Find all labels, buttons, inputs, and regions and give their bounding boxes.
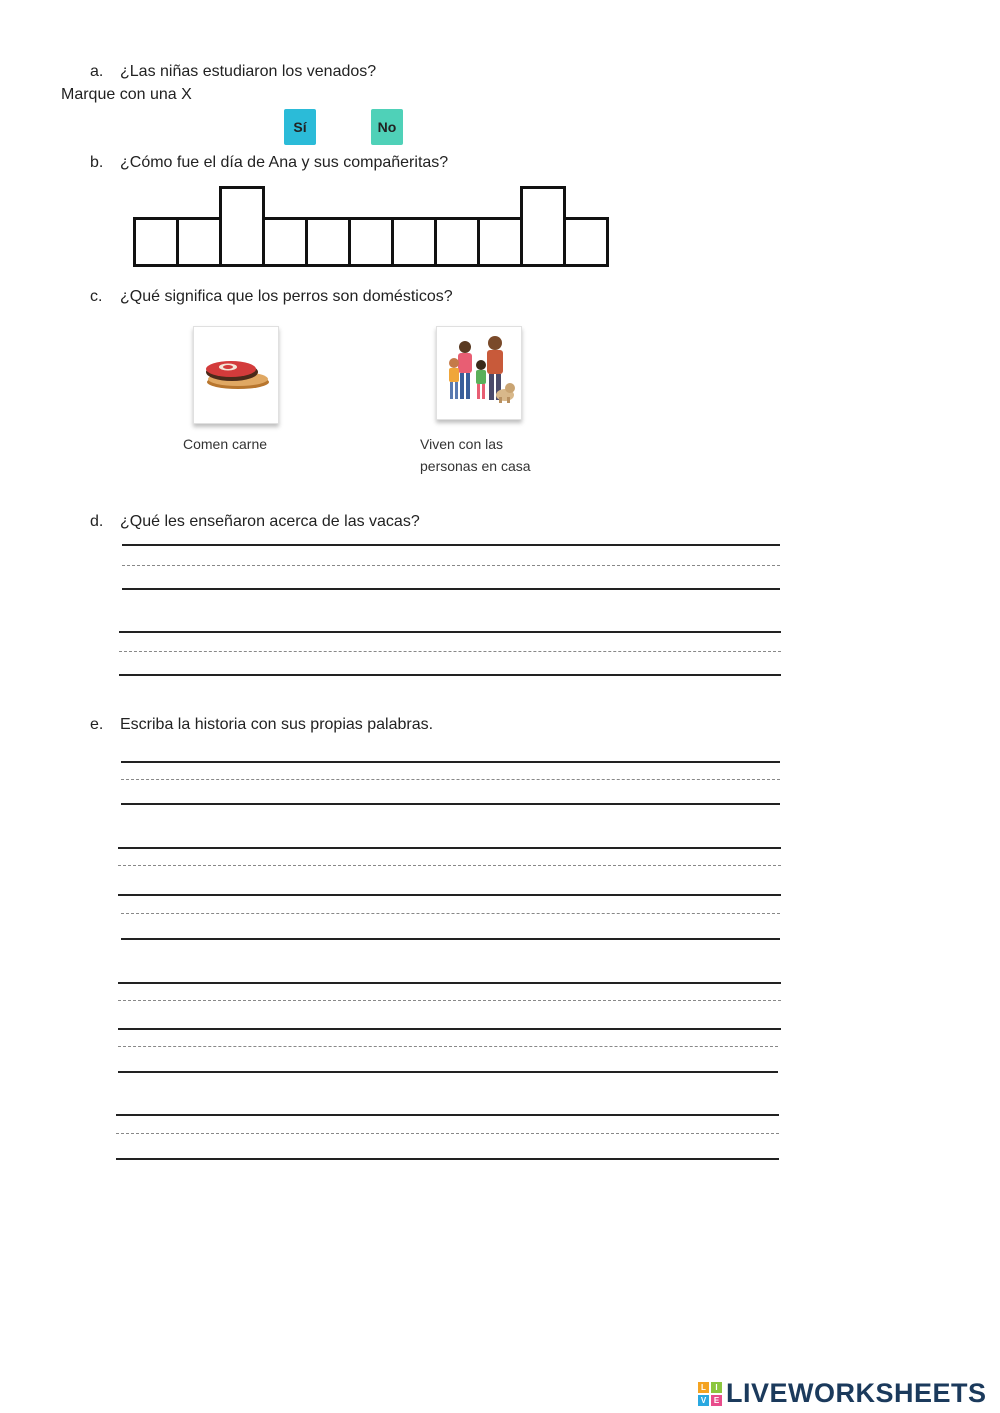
question-letter: c. [90,288,103,305]
letter-box-3-tall[interactable] [219,186,265,267]
liveworksheets-logo [698,1378,987,1409]
meat-choice-card[interactable] [193,326,279,424]
answer-d-lines-2[interactable] [119,630,781,680]
instruction-text: Marque con una X [61,86,192,103]
family-icon [437,327,521,419]
logo-text: LIVEWORKSHEETS [726,1378,987,1408]
question-letter: e. [90,716,104,733]
family-caption-line1: Viven con las [420,436,504,452]
letter-box-5[interactable] [305,217,351,267]
meat-caption: Comen carne [183,436,268,452]
answer-d-lines-1[interactable] [122,543,780,593]
question-b [90,154,448,172]
letter-box-9[interactable] [477,217,523,267]
answer-e-lines-3[interactable] [121,893,780,943]
answer-e-lines-4[interactable] [118,981,781,1031]
no-option-button[interactable]: No [371,109,403,145]
question-letter: b. [90,154,104,171]
steak-icon [194,327,278,423]
question-a [90,63,376,81]
question-text: Escriba la historia con sus propias palabras. [120,716,434,733]
yes-option-button[interactable]: Sí [284,109,316,145]
question-text: ¿Qué significa que los perros son domésticos? [120,288,453,305]
answer-e-lines-2[interactable] [118,846,781,896]
letter-box-4[interactable] [262,217,308,267]
letter-box-7[interactable] [391,217,437,267]
family-caption-line2: personas en casa [420,458,531,474]
letter-box-6[interactable] [348,217,394,267]
question-d [90,513,420,531]
question-text: ¿Qué les enseñaron acerca de las vacas? [120,513,420,530]
answer-e-lines-1[interactable] [121,760,780,810]
letter-box-1[interactable] [133,217,179,267]
family-choice-card[interactable] [436,326,522,420]
question-text: ¿Las niñas estudiaron los venados? [120,63,377,80]
answer-e-lines-5[interactable] [118,1028,778,1078]
letter-box-2[interactable] [176,217,222,267]
letter-box-11[interactable] [563,217,609,267]
logo-mark-icon: L I V E [698,1382,722,1406]
question-e [90,716,433,734]
question-letter: a. [90,63,104,80]
letter-box-10-tall[interactable] [520,186,566,267]
question-c [90,288,453,306]
answer-e-lines-6[interactable] [116,1113,779,1163]
question-letter: d. [90,513,104,530]
question-text: ¿Cómo fue el día de Ana y sus compañeritas? [120,154,449,171]
letter-box-8[interactable] [434,217,480,267]
